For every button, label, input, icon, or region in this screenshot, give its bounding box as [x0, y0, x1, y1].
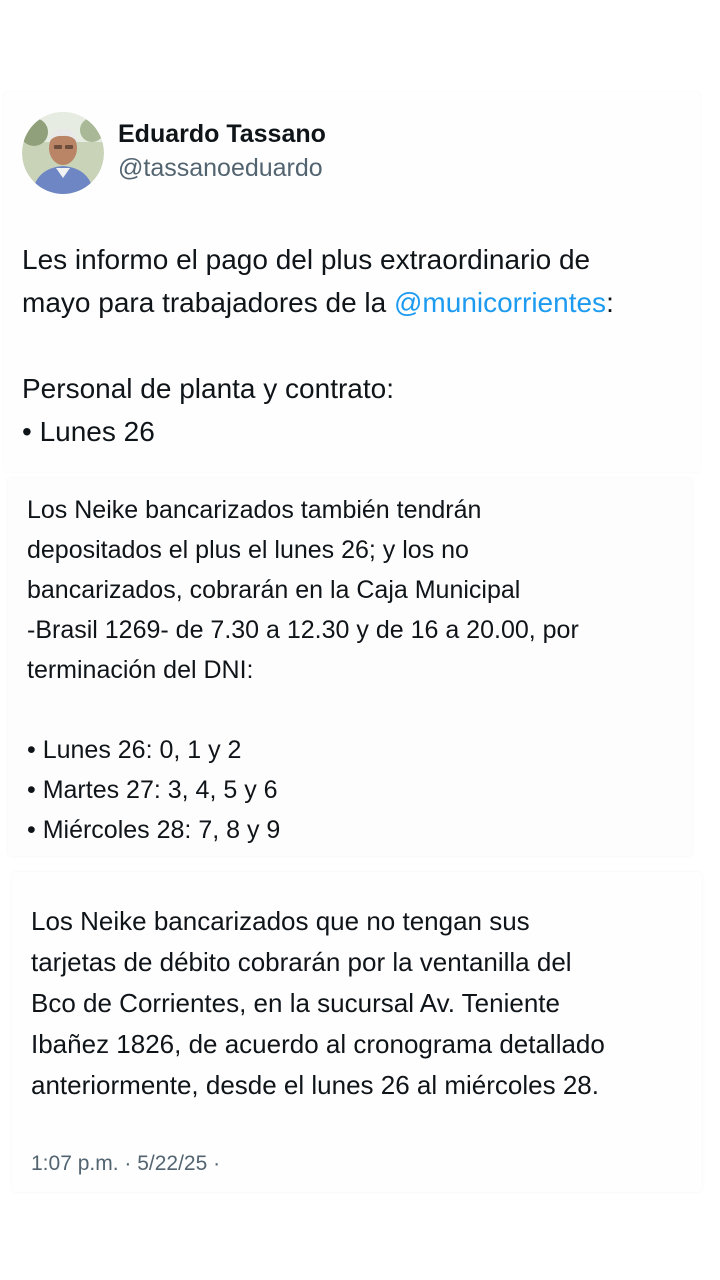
- tweet-line-suffix: :: [606, 287, 614, 318]
- author-name[interactable]: Eduardo Tassano: [118, 120, 326, 148]
- tweet-line: • Lunes 26: [22, 416, 155, 447]
- tweet-line: terminación del DNI:: [27, 656, 254, 684]
- tweet-line: tarjetas de débito cobrarán por la ventanilla del: [31, 947, 572, 977]
- avatar[interactable]: [22, 112, 104, 194]
- tweet-intro-text: [22, 238, 702, 453]
- tweet-bank-section: [31, 901, 696, 1106]
- schedule-item: • Lunes 26: 0, 1 y 2: [27, 736, 242, 764]
- tweet-timestamp[interactable]: 1:07 p.m. · 5/22/25 ·: [31, 1152, 221, 1175]
- tweet-neike-section: [27, 490, 687, 850]
- top-blank-area: [0, 0, 720, 92]
- tweet-line: -Brasil 1269- de 7.30 a 12.30 y de 16 a 20.00, por: [27, 616, 579, 644]
- tweet-line: Personal de planta y contrato:: [22, 373, 395, 404]
- tweet-line: Les informo el pago del plus extraordinario de: [22, 244, 591, 275]
- tweet-line: anteriormente, desde el lunes 26 al miércoles 28.: [31, 1070, 599, 1100]
- tweet-line: Ibañez 1826, de acuerdo al cronograma detallado: [31, 1029, 605, 1059]
- paragraph-gap: [22, 324, 702, 367]
- mention-link[interactable]: @municorrientes: [394, 287, 607, 318]
- tweet-line: depositados el plus el lunes 26; y los no: [27, 536, 469, 564]
- schedule-item: • Martes 27: 3, 4, 5 y 6: [27, 776, 278, 804]
- tweet-line: Los Neike bancarizados que no tengan sus: [31, 906, 530, 936]
- avatar-photo-icon: [22, 112, 104, 194]
- paragraph-gap: [27, 690, 687, 730]
- author-handle[interactable]: @tassanoeduardo: [118, 154, 323, 182]
- tweet-line-prefix: mayo para trabajadores de la: [22, 287, 394, 318]
- tweet-line: bancarizados, cobrarán en la Caja Municipal: [27, 576, 521, 604]
- schedule-item: • Miércoles 28: 7, 8 y 9: [27, 816, 281, 844]
- tweet-line: Bco de Corrientes, en la sucursal Av. Teniente: [31, 988, 560, 1018]
- tweet-line: Los Neike bancarizados también tendrán: [27, 496, 482, 524]
- tweet-line: [22, 281, 702, 324]
